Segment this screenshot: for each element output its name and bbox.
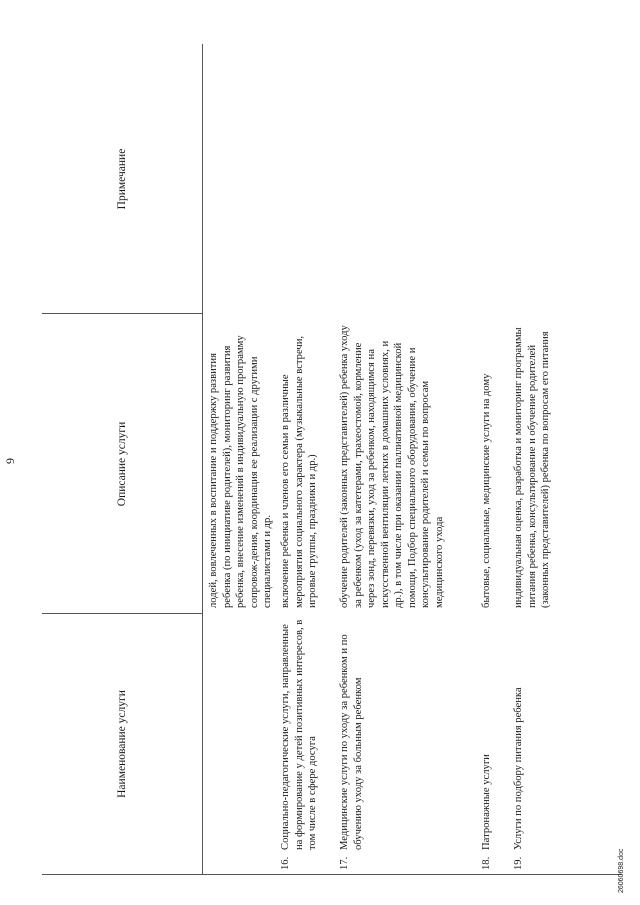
services-table (42, 44, 622, 875)
row-number: 17. (339, 856, 350, 870)
page-number: 9 (3, 458, 17, 464)
row-service-description: индивидуальная оценка, разработка и мониторинг программы питания ребенка, консультирование и обучение родителей (законных представителей) ребенка по вопросам его питания (513, 327, 551, 608)
row-service-description: лодей, вовлеченных в воспитание и поддержку развития ребенка (по инициативе родителей), мониторинг развития ребенка, внесение изменений в индивидуальную программу сопровож-дения, координация ее реализации с другими специалистами и др. (208, 335, 273, 608)
row-service-name: Социально-педагогические услуги, направленные на формирование у детей позитивных интересов, в том числе в сфере досуга (280, 619, 318, 850)
row-number: 19. (513, 856, 524, 870)
header-service-name: Наименование услуги (42, 613, 202, 874)
table-header (42, 44, 203, 874)
row-service-name: Услуги по подбору питания ребенка (513, 687, 524, 850)
document-filename: 26060698.doc (618, 848, 625, 893)
row-service-description: обучение родителей (законных представителей) ребенка уходу за ребенком (уход за катетерами, трахеостомой, кормление через зонд, перевязки, уход за ребенком, находящимся на искусственной вентиляции легких в домашних условиях, и др.), в том числе при оказании паллиативной медицинской помощи, Подбор специального оборудования, обучение и консультирование родителей и семьи по вопросам медицинского ухода (339, 325, 445, 608)
row-service-name: Медицинские услуги по уходу за ребенком и по обучению уходу за больным ребенком (339, 634, 364, 850)
row-service-name: Патронажные услуги (481, 754, 492, 850)
row-service-description: бытовые, социальные, медицинские услуги на дому (481, 373, 492, 608)
row-service-description: включение ребенка и членов его семьи в различные мероприятия социального характера (музыкальные встречи, игровые группы, праздники и др.) (280, 335, 318, 608)
header-service-description: Описание услуги (42, 313, 202, 614)
row-number: 16. (280, 856, 291, 870)
header-note: Примечание (116, 148, 128, 210)
row-number: 18. (481, 856, 492, 870)
